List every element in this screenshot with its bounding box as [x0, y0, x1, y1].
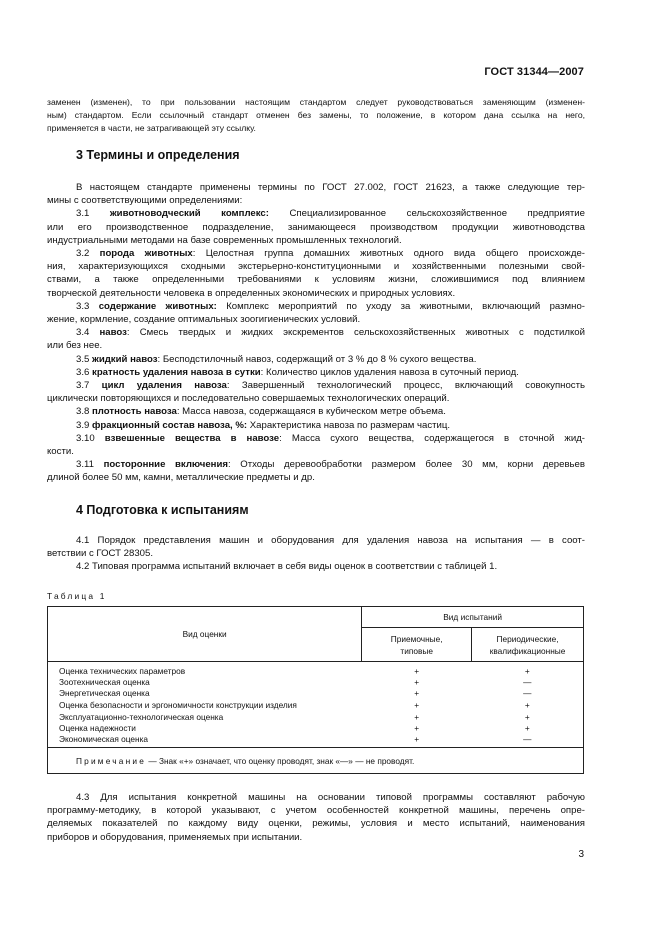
term-definition: : Целостная группа домашних животных одного вида общего происхожде-	[192, 248, 585, 260]
term-3-1-line	[47, 207, 585, 220]
term-3-10-line	[47, 432, 585, 445]
term-definition: ния, характеризующихся сходными экстерьерно-конституционными и хозяйственными полезными свой-	[47, 261, 585, 273]
term-number: 3.2	[76, 248, 90, 260]
term-3-3-line	[47, 300, 585, 313]
paragraph-4-3-line: приборов и оборудования, применяемых при испытании.	[47, 831, 303, 843]
table-subheader-acceptance	[362, 628, 472, 662]
term-number: 3.6	[76, 366, 90, 378]
term-definition: или его производственное подразделение, занимающееся производством продукции животноводства	[47, 221, 585, 233]
term-3-2-line	[47, 273, 585, 286]
term-name: порода животных	[99, 248, 193, 260]
section-4-body	[47, 534, 585, 574]
intro-line: ным) стандартом. Если ссылочный стандарт отменен без замены, то положение, в котором дана ссылка на него,	[47, 110, 585, 121]
intro-line: заменен (изменен), то при пользовании настоящим стандартом следует руководствоваться заменяющим (изменен-	[47, 97, 585, 107]
row-acceptance-mark: +	[414, 699, 420, 710]
row-acceptance-mark: +	[414, 688, 420, 699]
row-evaluation-name: Энергетическая оценка	[48, 688, 362, 700]
paragraph-4-3-line: деляемых показателей по каждому виду оценки, режимы, условия и место испытаний, наименования	[47, 818, 585, 830]
note-label: Примечание	[76, 756, 147, 766]
term-definition: жение, кормление, создание оптимальных зоогигиенических условий.	[47, 314, 361, 326]
term-number: 3.4	[76, 327, 90, 339]
term-name: цикл удаления навоза	[101, 380, 227, 392]
term-3-9-line	[47, 419, 585, 432]
table-row	[48, 700, 584, 712]
row-acceptance-mark: +	[414, 711, 420, 722]
term-number: 3.1	[76, 208, 90, 220]
term-3-11-line	[47, 458, 585, 471]
row-evaluation-name: Оценка безопасности и эргономичности конструкции изделия	[48, 700, 362, 712]
term-3-7-line	[47, 392, 585, 405]
subheader-line: квалификационные	[489, 645, 566, 656]
table-header-evaluation-type: Вид оценки	[48, 607, 362, 662]
row-periodic-mark: —	[472, 734, 584, 748]
term-definition: Специализированное сельскохозяйственное предприятие	[268, 208, 585, 220]
evaluation-table	[47, 606, 584, 774]
term-definition: индустриальными методами на базе современных промышленных технологий.	[47, 234, 402, 246]
section-4-title: 4 Подготовка к испытаниям	[76, 503, 249, 517]
terms-list	[47, 207, 585, 484]
term-number: 3.9	[76, 419, 90, 431]
row-evaluation-name: Оценка технических параметров	[48, 662, 362, 677]
term-3-6-line	[47, 366, 585, 379]
term-name: посторонние включения	[103, 459, 228, 471]
note-text: — Знак «+» означает, что оценку проводят, знак «—» — не проводят.	[146, 756, 415, 766]
paragraph-4-1-line: ветствии с ГОСТ 28305.	[47, 548, 154, 560]
table-caption: Таблица 1	[47, 591, 107, 601]
page-number: 3	[578, 849, 584, 860]
table-row	[48, 723, 584, 735]
row-evaluation-name: Эксплуатационно-технологическая оценка	[48, 711, 362, 723]
term-definition: циклически повторяющихся и последовательно совершаемых технологических операций.	[47, 393, 450, 405]
term-3-8-line	[47, 405, 585, 418]
term-3-4-line	[47, 326, 585, 339]
section-3-intro-line: В настоящем стандарте применены термины по ГОСТ 27.002, ГОСТ 21623, а также следующие тер-	[76, 182, 585, 193]
row-acceptance-mark: +	[414, 723, 420, 734]
term-3-2-line	[47, 247, 585, 260]
paragraph-4-2-line: 4.2 Типовая программа испытаний включает в себя виды оценок в соответствии с таблицей 1.	[76, 561, 498, 573]
term-definition: : Отходы деревообработки размером более 30 мм, корни деревьев	[227, 459, 585, 471]
table-note	[76, 756, 414, 766]
section-3-title: 3 Термины и определения	[76, 148, 240, 162]
term-number: 3.10	[76, 432, 95, 444]
table-row	[48, 677, 584, 689]
term-definition: творческой деятельности человека в определенных экономических и природных условиях.	[47, 287, 456, 299]
term-name: животноводческий комплекс:	[109, 208, 269, 220]
term-3-10-line	[47, 445, 585, 458]
row-periodic-mark: +	[472, 700, 584, 712]
term-definition: : Количество циклов удаления навоза в суточный период.	[260, 366, 519, 378]
term-3-1-line	[47, 234, 585, 247]
row-evaluation-name: Оценка надежности	[48, 723, 362, 735]
term-3-11-line	[47, 471, 585, 484]
subheader-line: Периодические,	[496, 633, 559, 644]
term-definition: длиной более 50 мм, камни, металлические предметы и др.	[47, 472, 315, 484]
paragraph-4-3-line: программу-методику, в которой указывают, с учетом особенностей конкретной машины, перечень опре-	[47, 805, 585, 817]
term-definition: ствами, а также определенными требованиями к условиям жизни, сложившимися под влиянием	[47, 274, 585, 286]
intro-line: применяется в части, не затрагивающей эту ссылку.	[47, 123, 256, 134]
term-definition: : Завершенный технологический процесс, включающий совокупность	[226, 380, 585, 392]
term-name: плотность навоза	[92, 406, 177, 418]
subheader-line: типовые	[400, 645, 433, 656]
term-name: содержание животных:	[98, 300, 217, 312]
row-evaluation-name: Экономическая оценка	[48, 734, 362, 748]
term-name: фракционный состав навоза, %:	[92, 419, 248, 431]
term-3-4-line	[47, 339, 585, 352]
term-definition: Характеристика навоза по размерам частиц.	[247, 419, 451, 431]
term-number: 3.8	[76, 406, 90, 418]
table-row	[48, 711, 584, 723]
term-3-3-line	[47, 313, 585, 326]
term-name: кратность удаления навоза в сутки	[92, 366, 261, 378]
term-3-5-line	[47, 353, 585, 366]
term-number: 3.11	[76, 459, 94, 471]
subheader-line: Приемочные,	[390, 633, 443, 644]
table-header-test-type: Вид испытаний	[362, 607, 584, 628]
table-row	[48, 734, 584, 748]
row-acceptance-mark: +	[414, 676, 420, 687]
row-evaluation-name: Зоотехническая оценка	[48, 677, 362, 689]
paragraph-4-3	[47, 791, 585, 844]
row-periodic-mark: +	[472, 662, 584, 677]
term-number: 3.7	[76, 380, 90, 392]
row-acceptance-mark: +	[414, 665, 420, 676]
term-definition: : Масса сухого вещества, содержащегося в сточной жид-	[279, 432, 585, 444]
term-3-7-line	[47, 379, 585, 392]
term-name: взвешенные вещества в навозе	[104, 432, 280, 444]
paragraph-4-3-line: 4.3 Для испытания конкретной машины на основании типовой программы составляют рабочую	[76, 792, 585, 803]
term-definition: кости.	[47, 446, 74, 458]
term-definition: : Масса навоза, содержащаяся в кубическом метре объема.	[176, 406, 446, 418]
term-definition: Комплекс мероприятий по уходу за животными, включающий размно-	[216, 300, 585, 312]
term-3-2-line	[47, 260, 585, 273]
row-periodic-mark: —	[472, 677, 584, 689]
table-body	[48, 662, 584, 748]
row-periodic-mark: —	[472, 688, 584, 700]
row-periodic-mark: +	[472, 711, 584, 723]
document-number: ГОСТ 31344—2007	[484, 66, 584, 78]
term-3-2-line	[47, 287, 585, 300]
term-number: 3.3	[76, 300, 90, 312]
section-3-body	[47, 181, 585, 485]
row-acceptance-mark: +	[414, 734, 420, 745]
term-3-1-line	[47, 221, 585, 234]
intro-paragraph	[47, 96, 585, 136]
row-periodic-mark: +	[472, 723, 584, 735]
term-definition: или без нее.	[47, 340, 103, 352]
term-definition: : Бесподстилочный навоз, содержащий от 3 % до 8 % сухого вещества.	[157, 353, 477, 365]
term-name: жидкий навоз	[92, 353, 158, 365]
table-row	[48, 688, 584, 700]
table-row	[48, 662, 584, 677]
term-name: навоз	[99, 327, 127, 339]
section-3-intro-line: мины с соответствующими определениями:	[47, 195, 243, 207]
paragraph-4-1-line: 4.1 Порядок представления машин и оборудования для удаления навоза на испытания — в соот-	[76, 535, 585, 546]
term-number: 3.5	[76, 353, 90, 365]
term-definition: : Смесь твердых и жидких экскрементов сельскохозяйственных животных с подстилкой	[126, 327, 585, 339]
table-subheader-periodic	[472, 628, 584, 662]
